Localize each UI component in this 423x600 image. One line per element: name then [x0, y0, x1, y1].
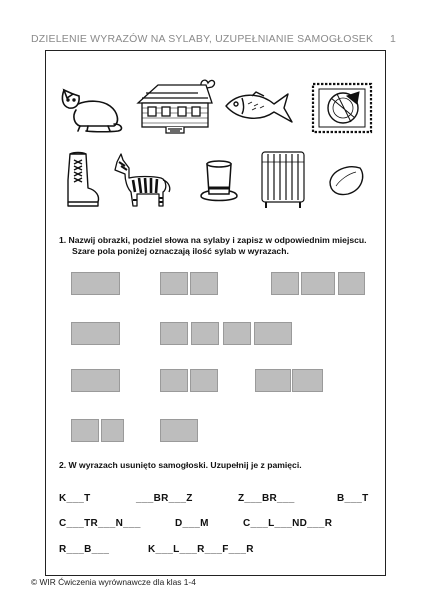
fish-icon	[222, 90, 294, 126]
vowel-word[interactable]: C___TR___N___	[59, 518, 141, 529]
syllable-box[interactable]	[292, 369, 323, 392]
syllable-box[interactable]	[191, 322, 219, 345]
syllable-box[interactable]	[190, 272, 218, 295]
vowel-word[interactable]: K___T	[59, 493, 91, 504]
vowel-word[interactable]: R___B___	[59, 544, 110, 555]
syllable-box[interactable]	[71, 369, 120, 392]
radiator-icon	[258, 148, 308, 212]
vowel-word[interactable]: ___BR___Z	[136, 493, 193, 504]
syllable-box[interactable]	[301, 272, 335, 295]
syllable-box[interactable]	[71, 419, 99, 442]
vowel-word[interactable]: D___M	[175, 518, 209, 529]
syllable-box[interactable]	[255, 369, 291, 392]
boot-icon	[62, 150, 102, 210]
syllable-box[interactable]	[71, 322, 120, 345]
syllable-box[interactable]	[160, 369, 188, 392]
syllable-box[interactable]	[160, 322, 188, 345]
task-1-line-1: 1. Nazwij obrazki, podziel słowa na sylaby i zapisz w odpowiednim miejscu.	[59, 235, 367, 245]
lemon-icon	[326, 162, 366, 198]
stamp-icon	[311, 82, 373, 134]
worksheet-title: DZIELENIE WYRAZÓW NA SYLABY, UZUPEŁNIANIE SAMOGŁOSEK	[31, 33, 374, 45]
task-1-instruction	[59, 235, 367, 257]
house-icon	[132, 75, 218, 135]
vowel-word[interactable]: K___L___R___F___R	[148, 544, 254, 555]
syllable-box[interactable]	[338, 272, 365, 295]
syllable-box[interactable]	[71, 272, 120, 295]
footer-credit: © WIR Ćwiczenia wyrównawcze dla klas 1-4	[31, 577, 196, 587]
syllable-box[interactable]	[160, 272, 188, 295]
syllable-box[interactable]	[254, 322, 292, 345]
top-hat-icon	[197, 158, 241, 204]
syllable-box[interactable]	[271, 272, 299, 295]
vowel-word[interactable]: Z___BR___	[238, 493, 295, 504]
task-2-instruction: 2. W wyrazach usunięto samogłoski. Uzupełnij je z pamięci.	[59, 460, 302, 470]
syllable-box[interactable]	[160, 419, 198, 442]
syllable-box[interactable]	[101, 419, 124, 442]
syllable-box[interactable]	[190, 369, 218, 392]
zebra-icon	[111, 150, 173, 210]
task-1-line-2: Szare pola poniżej oznaczają ilość sylab w wyrazach.	[72, 246, 289, 256]
vowel-word[interactable]: C___L___ND___R	[243, 518, 333, 529]
vowel-word[interactable]: B___T	[337, 493, 369, 504]
page-header	[31, 33, 396, 47]
cat-icon	[58, 84, 126, 134]
syllable-box[interactable]	[223, 322, 251, 345]
page-number: 1	[389, 33, 396, 45]
